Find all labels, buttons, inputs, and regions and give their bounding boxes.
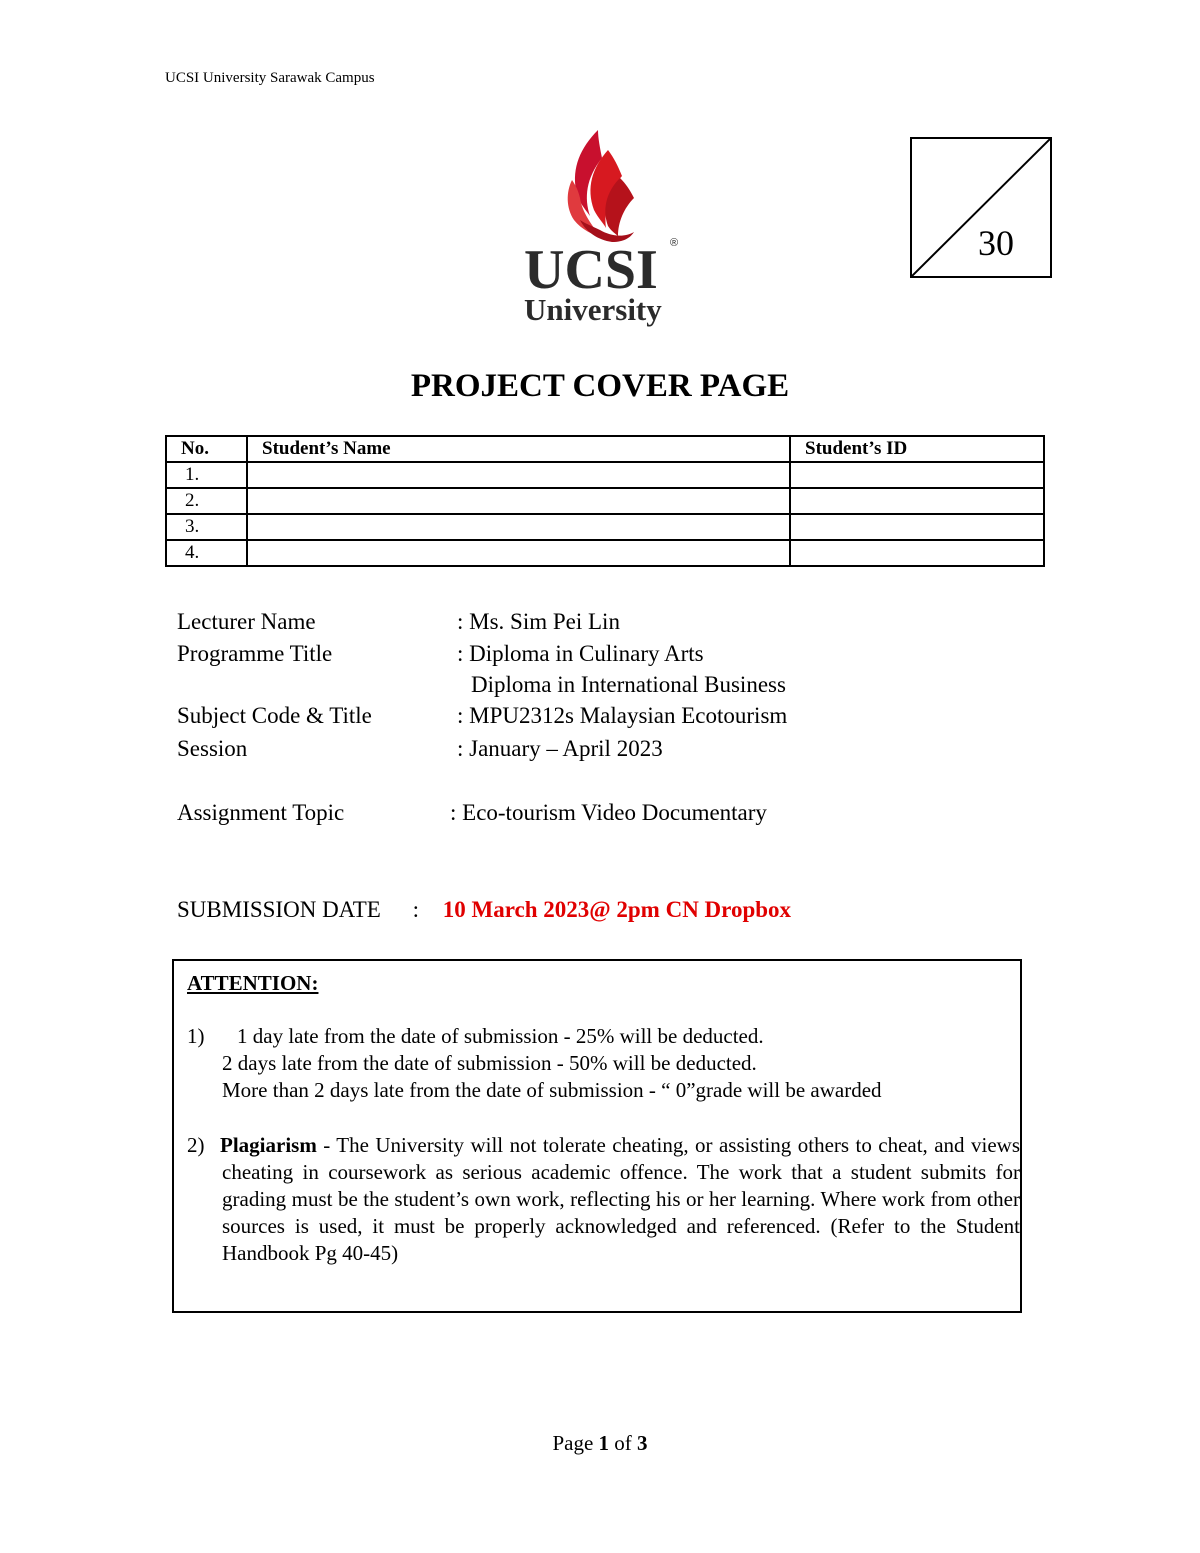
topic-label: Assignment Topic	[177, 800, 345, 825]
score-total: 30	[978, 223, 1014, 263]
submission-colon: :	[412, 897, 419, 922]
submission-date: 10 March 2023@ 2pm CN Dropbox	[442, 897, 792, 922]
item-number: 2)	[187, 1133, 205, 1157]
page-number: 1	[598, 1431, 610, 1455]
plagiarism-text: Plagiarism - The University will not tolerate cheating, or assisting others to cheat, and views cheating in coursework as serious academic offence. The work that a student submits for grading must be the student’s own work, reflecting his or her learning. Where work from other sources is used, it must be properly acknowledged and referenced. (Refer to the Student Handbook Pg 40-45)	[220, 1133, 1020, 1265]
session-value: : January – April 2023	[457, 736, 663, 761]
late-rule-3: More than 2 days late from the date of submission - “ 0”grade will be awarded	[222, 1078, 882, 1102]
page-total: 3	[637, 1431, 648, 1455]
table-header-row	[166, 436, 1044, 462]
student-name-cell[interactable]	[247, 514, 790, 540]
submission-label: SUBMISSION DATE	[177, 897, 381, 922]
late-rule-1: 1 day late from the date of submission - 25% will be deducted.	[237, 1024, 764, 1048]
table-row	[166, 540, 1044, 566]
logo-university-text: University	[524, 292, 662, 327]
logo-ucsi-text: UCSI	[524, 239, 658, 301]
page-title: PROJECT COVER PAGE	[410, 368, 790, 404]
attention-heading: ATTENTION:	[187, 971, 319, 995]
table-row	[166, 514, 1044, 540]
programme-value: : Diploma in Culinary Arts	[457, 641, 704, 666]
student-name-cell[interactable]	[247, 462, 790, 488]
student-id-cell[interactable]	[790, 514, 1044, 540]
table-row	[166, 488, 1044, 514]
flame-icon	[568, 130, 634, 242]
student-name-cell[interactable]	[247, 488, 790, 514]
table-row	[166, 462, 1044, 488]
svg-text:®: ®	[670, 237, 679, 249]
subject-value: : MPU2312s Malaysian Ecotourism	[457, 703, 788, 728]
col-header-no: No.	[166, 436, 247, 462]
programme-value-2: Diploma in International Business	[471, 672, 786, 697]
col-header-id: Student’s ID	[790, 436, 1044, 462]
submission-row	[177, 897, 791, 923]
page-footer: Page 1 of 3	[552, 1431, 648, 1455]
lecturer-value: : Ms. Sim Pei Lin	[457, 609, 620, 634]
subject-label: Subject Code & Title	[177, 703, 372, 728]
attention-box	[172, 959, 1022, 1313]
student-name-cell[interactable]	[247, 540, 790, 566]
row-number: 3.	[166, 514, 247, 540]
late-rule-2: 2 days late from the date of submission - 50% will be deducted.	[222, 1051, 757, 1075]
score-box	[910, 137, 1052, 278]
row-number: 4.	[166, 540, 247, 566]
ucsi-logo	[520, 128, 690, 338]
session-label: Session	[177, 736, 248, 761]
student-id-cell[interactable]	[790, 462, 1044, 488]
plagiarism-label: Plagiarism	[220, 1133, 317, 1157]
programme-label: Programme Title	[177, 641, 333, 666]
header-campus: UCSI University Sarawak Campus	[165, 70, 375, 86]
lecturer-label: Lecturer Name	[177, 609, 316, 634]
student-table	[165, 435, 1045, 567]
topic-value: : Eco-tourism Video Documentary	[450, 800, 767, 825]
item-number: 1)	[187, 1024, 205, 1048]
col-header-name: Student’s Name	[247, 436, 790, 462]
row-number: 2.	[166, 488, 247, 514]
student-id-cell[interactable]	[790, 540, 1044, 566]
student-id-cell[interactable]	[790, 488, 1044, 514]
row-number: 1.	[166, 462, 247, 488]
